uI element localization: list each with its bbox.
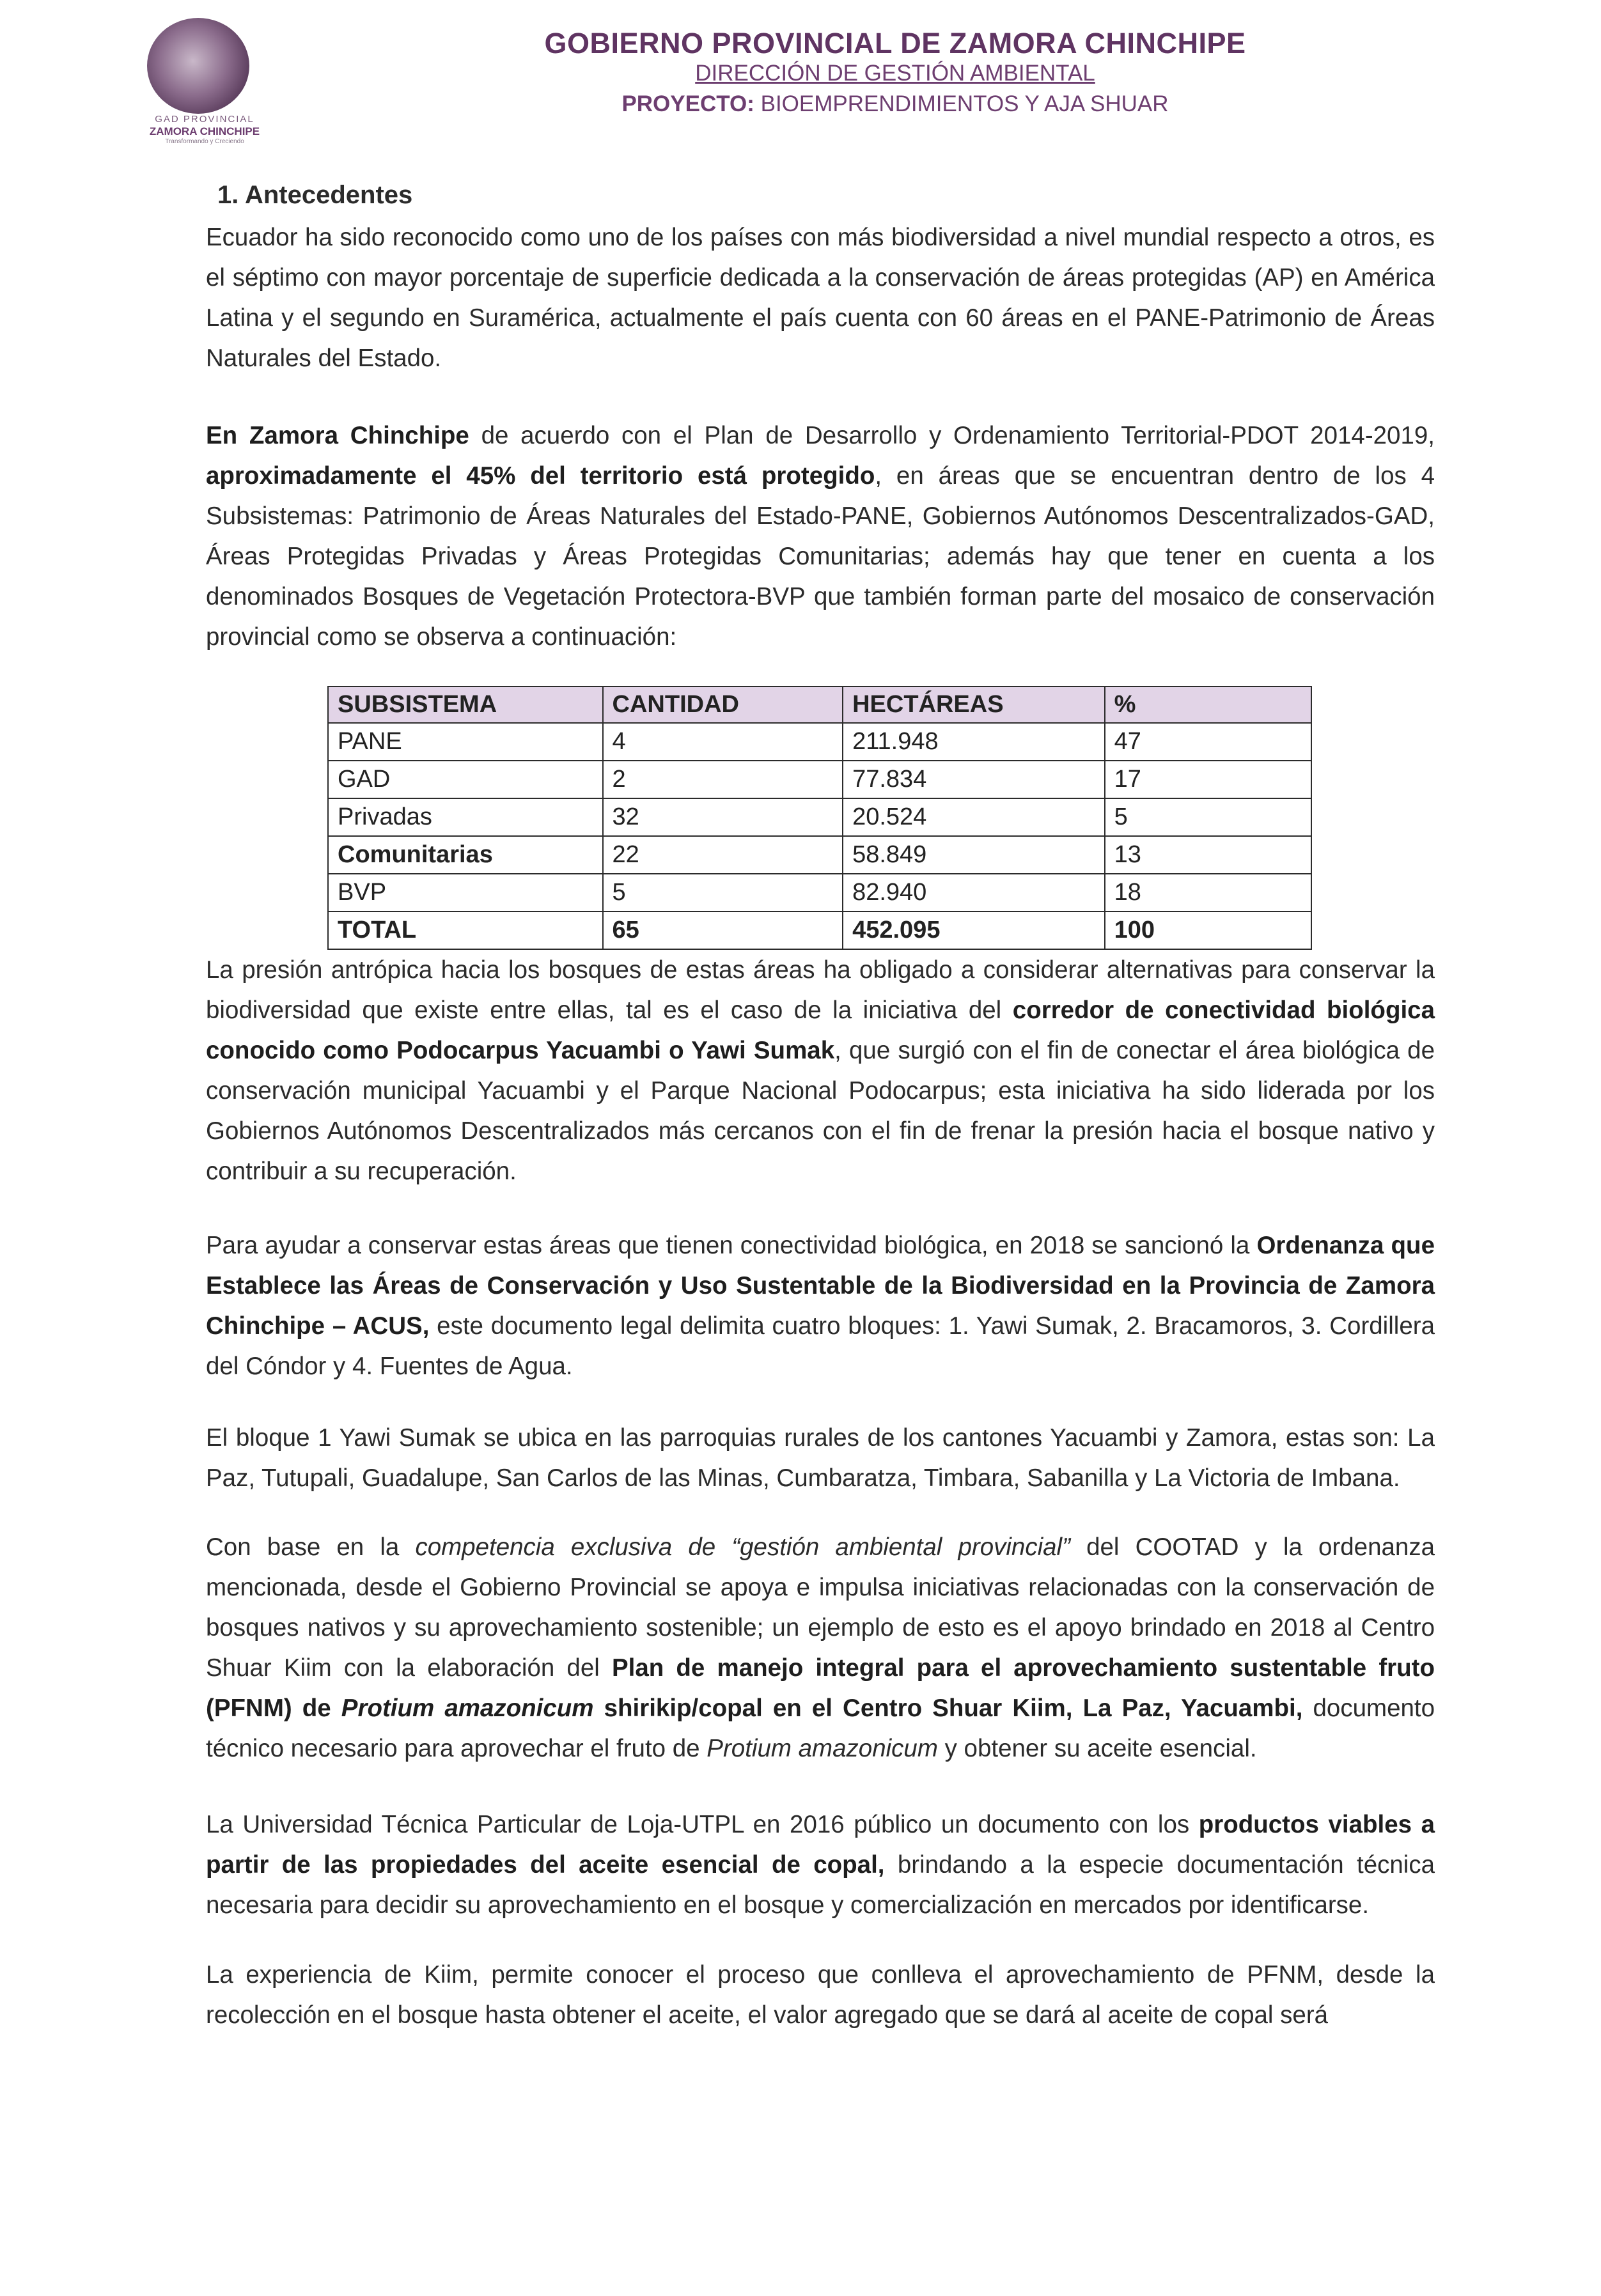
logo-line-1: GAD PROVINCIAL xyxy=(155,114,254,125)
header-subtitle: DIRECCIÓN DE GESTIÓN AMBIENTAL xyxy=(695,61,1095,86)
paragraph-1: Ecuador ha sido reconocido como uno de los países con más biodiversidad a nivel mundial respecto a otros, es el séptimo con mayor porcentaje de superficie dedicada a la conservación de áreas protegidas (AP) en América Latina y el segundo en Suramérica, actualmente el país cuenta con 60 áreas en el PANE-Patrimonio de Áreas Naturales del Estado. xyxy=(206,224,1435,372)
p6-bold-italic-1: Protium amazonicum xyxy=(341,1695,594,1722)
logo-emblem-icon xyxy=(147,18,249,114)
table-row xyxy=(328,836,1311,874)
p2-bold-1: En Zamora Chinchipe xyxy=(206,422,469,449)
table-cell: 32 xyxy=(603,798,843,836)
p7-text-2: brindando a la especie documentación técnica necesaria para decidir su aprovechamiento en el bosque y comercialización en mercados por identificarse. xyxy=(206,1851,1435,1919)
paragraph-2 xyxy=(206,415,1435,657)
header-title: GOBIERNO PROVINCIAL DE ZAMORA CHINCHIPE xyxy=(544,27,1246,59)
project-label: PROYECTO: xyxy=(621,91,754,116)
section-title: 1. Antecedentes xyxy=(217,181,413,209)
p6-italic-2: Protium amazonicum xyxy=(707,1735,938,1762)
table-cell: 100 xyxy=(1105,911,1311,949)
table-row xyxy=(328,798,1311,836)
p7-bold-1: productos viables a partir de las propiedades del aceite esencial de copal, xyxy=(206,1811,1435,1879)
table-row xyxy=(328,874,1311,911)
table-cell: 17 xyxy=(1105,761,1311,798)
p4-text-1: Para ayudar a conservar estas áreas que tienen conectividad biológica, en 2018 se sancionó la xyxy=(206,1232,1257,1259)
table-row xyxy=(328,761,1311,798)
p6-bold-1: Plan de manejo integral para el aprovechamiento sustentable fruto (PFNM) de xyxy=(206,1654,1435,1722)
logo-line-3: Transformando y Creciendo xyxy=(165,138,244,145)
project-name: BIOEMPRENDIMIENTOS Y AJA SHUAR xyxy=(760,91,1169,116)
table-cell: PANE xyxy=(328,723,603,761)
p7-text-1: La Universidad Técnica Particular de Loja-UTPL en 2016 público un documento con los xyxy=(206,1811,1199,1838)
table-cell: Privadas xyxy=(328,798,603,836)
table-cell: 2 xyxy=(603,761,843,798)
col-header-cantidad: CANTIDAD xyxy=(603,686,843,723)
table-cell: 5 xyxy=(603,874,843,911)
table-cell: 22 xyxy=(603,836,843,874)
paragraph-5: El bloque 1 Yawi Sumak se ubica en las parroquias rurales de los cantones Yacuambi y Zamora, estas son: La Paz, Tutupali, Guadalupe, San Carlos de las Minas, Cumbaratza, Timbara, Sabanilla y La Victoria de Imbana. xyxy=(206,1424,1435,1492)
paragraph-8: La experiencia de Kiim, permite conocer el proceso que conlleva el aprovechamiento de PFNM, desde la recolección en el bosque hasta obtener el aceite, el valor agregado que se dará al aceite de copal será xyxy=(206,1961,1435,2029)
p6-text-2: del COOTAD y la ordenanza mencionada, desde el Gobierno Provincial se apoya e impulsa iniciativas relacionadas con la conservación de bosques nativos y su aprovechamiento sostenible; un ejemplo de esto es el apoyo brindado en 2018 al Centro Shuar Kiim con la elaboración del xyxy=(206,1533,1435,1682)
col-header-percent: % xyxy=(1105,686,1311,723)
paragraph-4 xyxy=(206,1225,1435,1386)
table-cell: 47 xyxy=(1105,723,1311,761)
table-cell: 58.849 xyxy=(843,836,1105,874)
p4-bold-1: Ordenanza que Establece las Áreas de Conservación y Uso Sustentable de la Biodiversidad en la Provincia de Zamora Chinchipe – ACUS, xyxy=(206,1232,1435,1340)
table-cell: BVP xyxy=(328,874,603,911)
gad-logo xyxy=(121,18,288,146)
col-header-subsistema: SUBSISTEMA xyxy=(328,686,603,723)
p6-text-4: y obtener su aceite esencial. xyxy=(937,1735,1257,1762)
p3-text-2: , que surgió con el fin de conectar el área biológica de conservación municipal Yacuambi y el Parque Nacional Podocarpus; esta iniciativa ha sido liderada por los Gobiernos Autónomos Descentralizados más cercanos con el fin de frenar la presión hacia el bosque nativo y contribuir a su recuperación. xyxy=(206,1037,1435,1185)
table-cell: TOTAL xyxy=(328,911,603,949)
header-project xyxy=(448,91,1343,117)
table-header-row xyxy=(328,686,1311,723)
table-cell: 4 xyxy=(603,723,843,761)
p2-bold-2: aproximadamente el 45% del territorio está protegido xyxy=(206,462,875,490)
p2-text-2: , en áreas que se encuentran dentro de los 4 Subsistemas: Patrimonio de Áreas Naturales del Estado-PANE, Gobiernos Autónomos Descentralizados-GAD, Áreas Protegidas Privadas y Áreas Protegidas Comunitarias; además hay que tener en cuenta a los denominados Bosques de Vegetación Protectora-BVP que también forman parte del mosaico de conservación provincial como se observa a continuación: xyxy=(206,462,1435,651)
table-cell: 18 xyxy=(1105,874,1311,911)
p3-bold-1: corredor de conectividad biológica conocido como Podocarpus Yacuambi o Yawi Sumak xyxy=(206,997,1435,1064)
p3-text-1: La presión antrópica hacia los bosques de estas áreas ha obligado a considerar alternativas para conservar la biodiversidad que existe entre ellas, tal es el caso de la iniciativa del xyxy=(206,956,1435,1024)
table-cell: Comunitarias xyxy=(328,836,603,874)
table-cell: 20.524 xyxy=(843,798,1105,836)
table-total-row xyxy=(328,911,1311,949)
paragraph-7 xyxy=(206,1804,1435,1925)
table-cell: 65 xyxy=(603,911,843,949)
logo-line-2: ZAMORA CHINCHIPE xyxy=(149,125,260,137)
p6-text-1: Con base en la xyxy=(206,1533,416,1561)
table-cell: GAD xyxy=(328,761,603,798)
paragraph-3 xyxy=(206,950,1435,1191)
table-cell: 452.095 xyxy=(843,911,1105,949)
col-header-hectareas: HECTÁREAS xyxy=(843,686,1105,723)
table-row xyxy=(328,723,1311,761)
p6-italic-1: competencia exclusiva de “gestión ambiental provincial” xyxy=(415,1533,1070,1561)
paragraph-6 xyxy=(206,1527,1435,1769)
p6-bold-2: shirikip/copal en el Centro Shuar Kiim, La Paz, Yacuambi, xyxy=(593,1695,1303,1722)
p6-text-3: documento técnico necesario para aprovechar el fruto de xyxy=(206,1695,1435,1762)
p4-text-2: este documento legal delimita cuatro bloques: 1. Yawi Sumak, 2. Bracamoros, 3. Cordillera del Cóndor y 4. Fuentes de Agua. xyxy=(206,1312,1435,1380)
table-cell: 5 xyxy=(1105,798,1311,836)
p2-text-1: de acuerdo con el Plan de Desarrollo y Ordenamiento Territorial-PDOT 2014-2019, xyxy=(469,422,1435,449)
subsystems-table xyxy=(327,686,1312,950)
table-cell: 13 xyxy=(1105,836,1311,874)
table-cell: 82.940 xyxy=(843,874,1105,911)
table-cell: 77.834 xyxy=(843,761,1105,798)
table-cell: 211.948 xyxy=(843,723,1105,761)
